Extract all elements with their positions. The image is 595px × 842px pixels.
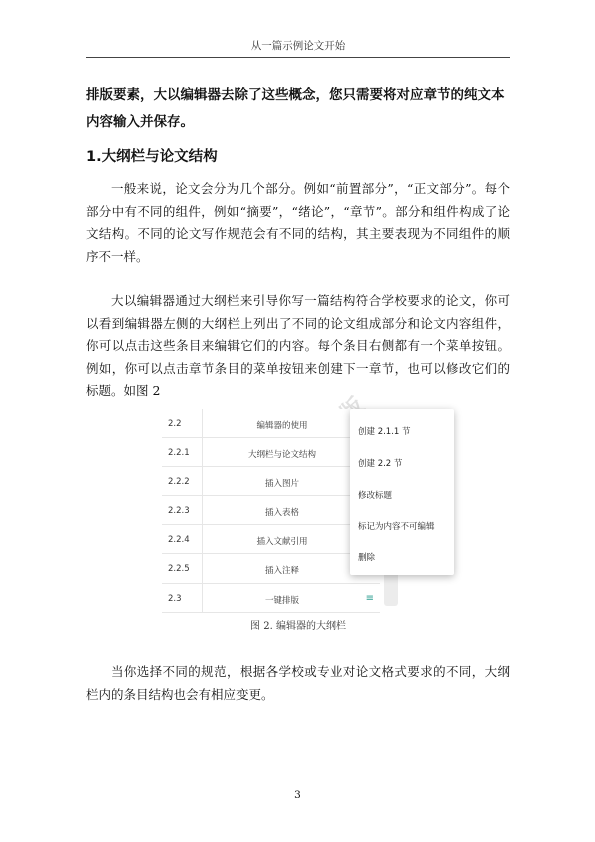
outline-row-number: 2.2.5 — [168, 564, 190, 575]
figure-caption: 图 2. 编辑器的大纲栏 — [250, 621, 346, 632]
menu-item-lock-content[interactable]: 标记为内容不可编辑 — [358, 522, 435, 532]
body-paragraph-1: 一般来说，论文会分为几个部分。例如“前置部分”，“正文部分”。每个部分中有不同的组件，例如“摘要”，“绪论”，“章节”。部分和组件构成了论文结构。不同的论文写作规范会有不同的结构，其主要表现为不同组件的顺序不一样。 — [86, 181, 510, 264]
menu-item-rename[interactable]: 修改标题 — [358, 491, 393, 501]
page-header: 从一篇示例论文开始 — [86, 38, 510, 58]
outline-row[interactable] — [162, 525, 380, 554]
intro-bold-paragraph: 排版要素，大以编辑器去除了这些概念，您只需要将对应章节的纯文本内容输入并保存。 — [86, 87, 505, 130]
outline-row[interactable] — [162, 584, 380, 613]
outline-row-title: 插入表格 — [264, 508, 299, 519]
outline-row[interactable] — [162, 409, 380, 438]
outline-row-number: 2.2 — [168, 419, 182, 429]
outline-row-title: 插入文献引用 — [256, 537, 308, 548]
outline-row-title: 大纲栏与论文结构 — [247, 450, 316, 461]
outline-row-number: 2.2.2 — [168, 477, 190, 488]
body-paragraph-3: 当你选择不同的规范，根据各学校或专业对论文格式要求的不同，大纲栏内的条目结构也会有相应变更。 — [86, 664, 510, 702]
outline-row-title: 一键排版 — [264, 595, 299, 606]
outline-panel — [162, 409, 380, 606]
outline-row[interactable] — [162, 438, 380, 467]
menu-item-create-section[interactable]: 创建 2.2 节 — [358, 459, 403, 469]
menu-item-create-subsection[interactable]: 创建 2.1.1 节 — [358, 427, 411, 437]
outline-row-number: 2.3 — [168, 593, 182, 604]
section-heading: 1.大纲栏与论文结构 — [86, 149, 218, 165]
outline-row-title: 编辑器的使用 — [256, 421, 308, 431]
context-menu — [350, 409, 454, 575]
outline-row-number: 2.2.4 — [168, 535, 190, 546]
outline-row[interactable] — [162, 496, 380, 525]
figure-outline-screenshot — [162, 409, 457, 606]
outline-row-title: 插入图片 — [264, 479, 299, 490]
page-number: 3 — [294, 789, 301, 801]
outline-row-number: 2.2.3 — [168, 506, 190, 517]
outline-row[interactable] — [162, 467, 380, 496]
body-paragraph-2: 大以编辑器通过大纲栏来引导你写一篇结构符合学校要求的论文，你可以看到编辑器左侧的大纲栏上列出了不同的论文组成部分和论文内容组件，你可以点击这些条目来编辑它们的内容。每个条目右侧都有一个菜单按钮。例如，你可以点击章节条目的菜单按钮来创建下一章节，也可以修改它们的标题。如图 2 — [86, 293, 510, 398]
outline-row[interactable] — [162, 554, 380, 583]
outline-row-number: 2.2.1 — [168, 448, 190, 459]
outline-row-title: 插入注释 — [264, 566, 299, 577]
menu-lines-icon[interactable]: ≡ — [365, 592, 374, 604]
menu-item-delete[interactable]: 删除 — [358, 553, 376, 563]
